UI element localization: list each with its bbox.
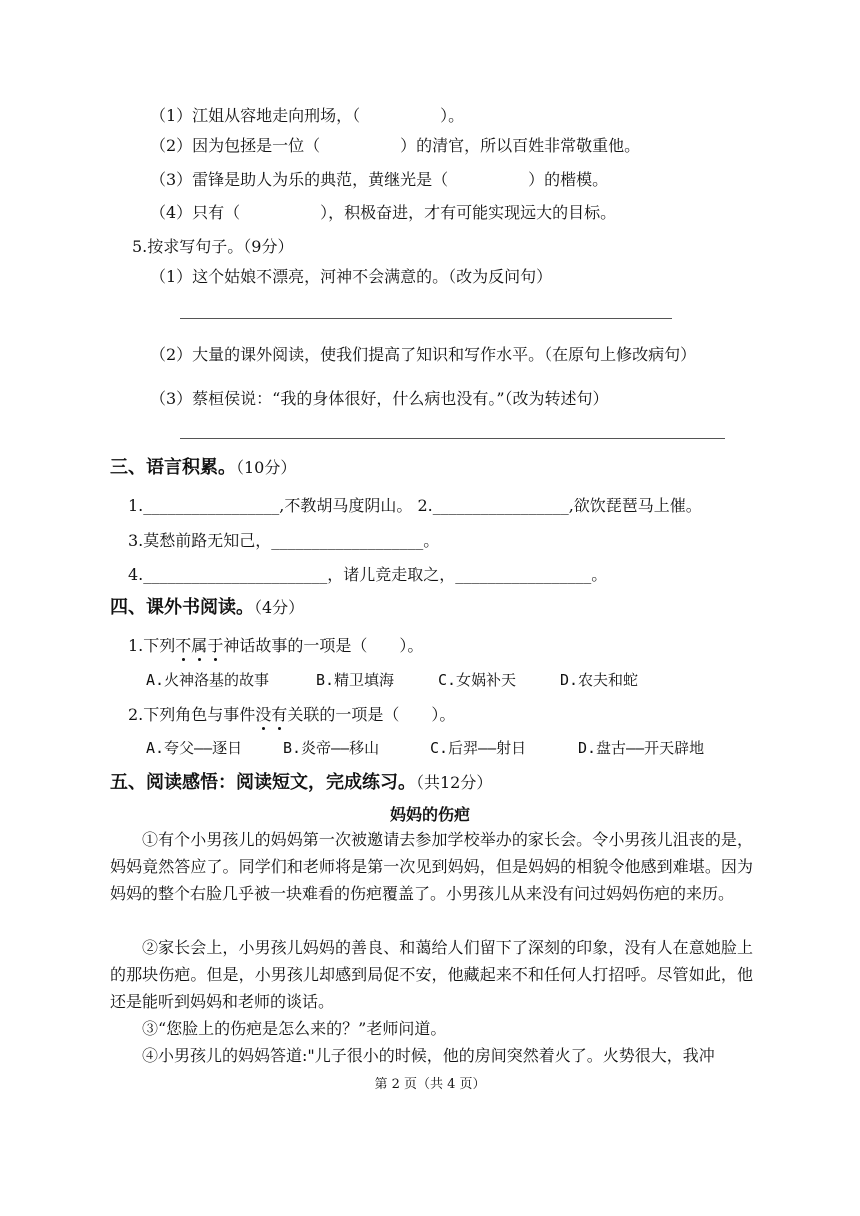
poem-line-1: 1._________________,不教胡马度阴山。 2._________________,欲饮琵琶马上催。 <box>128 496 702 515</box>
q4-item-3: （3）雷锋是助人为乐的典范，黄继光是（ ）的楷模。 <box>150 170 609 189</box>
section-4-points: （4分） <box>254 598 305 617</box>
section-4-q1: 1.下列不属于神话故事的一项是（ ）。 <box>128 636 424 655</box>
paragraph-3: ③“您脸上的伤疤是怎么来的？”老师问道。 <box>142 1019 447 1038</box>
q5-item-2: （2）大量的课外阅读，使我们提高了知识和写作水平。（在原句上修改病句） <box>150 345 697 364</box>
emphasis-dotted-2: 没有 <box>255 705 288 724</box>
section-4-q2: 2.下列角色与事件没有关联的一项是（ ）。 <box>128 705 456 724</box>
paragraph-2: ②家长会上，小男孩儿妈妈的善良、和蔼给人们留下了深刻的印象，没有人在意她脸上的那块伤疤。但是，小男孩儿却感到局促不安，他藏起来不和任何人打招呼。尽管如此，他还是能听到妈妈和老师的谈话。 <box>110 938 753 1011</box>
q1-option-b: B.精卫填海 <box>316 671 395 689</box>
answer-line-2 <box>180 438 725 439</box>
q2-option-c: C.后羿——射日 <box>430 739 527 757</box>
q2-option-d: D.盘古——开天辟地 <box>578 739 705 757</box>
q5-item-1: （1）这个姑娘不漂亮，河神不会满意的。（改为反问句） <box>150 267 553 286</box>
paragraph-1: ①有个小男孩儿的妈妈第一次被邀请去参加学校举办的家长会。令小男孩儿沮丧的是，妈妈竟然答应了。同学们和老师将是第一次见到妈妈，但是妈妈的相貌令他感到难堪。因为妈妈的整个右脸几乎被一块难看的伤疤覆盖了。小男孩儿从来没有问过妈妈伤疤的来历。 <box>110 830 753 903</box>
q4-item-1: （1）江姐从容地走向刑场，（ ）。 <box>150 106 465 125</box>
q5-title: 5.按求写句子。（9分） <box>132 237 294 256</box>
section-3-heading: 三、语言积累。（10分） <box>110 457 297 478</box>
answer-line-1 <box>180 318 672 319</box>
q2-option-b: B.炎帝——移山 <box>283 739 380 757</box>
paragraph-4: ④小男孩儿的妈妈答道:"儿子很小的时候，他的房间突然着火了。火势很大，我冲 <box>142 1046 715 1065</box>
page-footer: 第 2 页（共 4 页） <box>374 1077 486 1092</box>
section-5-points: （共12分） <box>416 773 493 792</box>
poem-line-3: 4._______________________，诸儿竞走取之，_________________。 <box>128 565 608 584</box>
q4-item-2: （2）因为包拯是一位（ ）的清官，所以百姓非常敬重他。 <box>150 136 641 155</box>
emphasis-dotted-1: 不属于 <box>175 636 224 655</box>
q4-item-4: （4）只有（ ），积极奋进，才有可能实现远大的目标。 <box>150 203 617 222</box>
q1-option-a: A.火神洛基的故事 <box>146 671 270 689</box>
q1-option-d: D.农夫和蛇 <box>560 671 639 689</box>
section-4-heading: 四、课外书阅读。（4分） <box>110 597 305 618</box>
story-title: 妈妈的伤疤 <box>389 805 470 824</box>
q1-option-c: C.女娲补天 <box>438 671 517 689</box>
poem-line-2: 3.莫愁前路无知己，___________________。 <box>128 531 440 550</box>
q5-item-3: （3）蔡桓侯说：“我的身体很好，什么病也没有。”（改为转述句） <box>150 389 609 408</box>
section-5-heading: 五、阅读感悟：阅读短文，完成练习。（共12分） <box>110 772 493 793</box>
q2-option-a: A.夸父——逐日 <box>146 739 243 757</box>
section-3-points: （10分） <box>236 458 297 477</box>
